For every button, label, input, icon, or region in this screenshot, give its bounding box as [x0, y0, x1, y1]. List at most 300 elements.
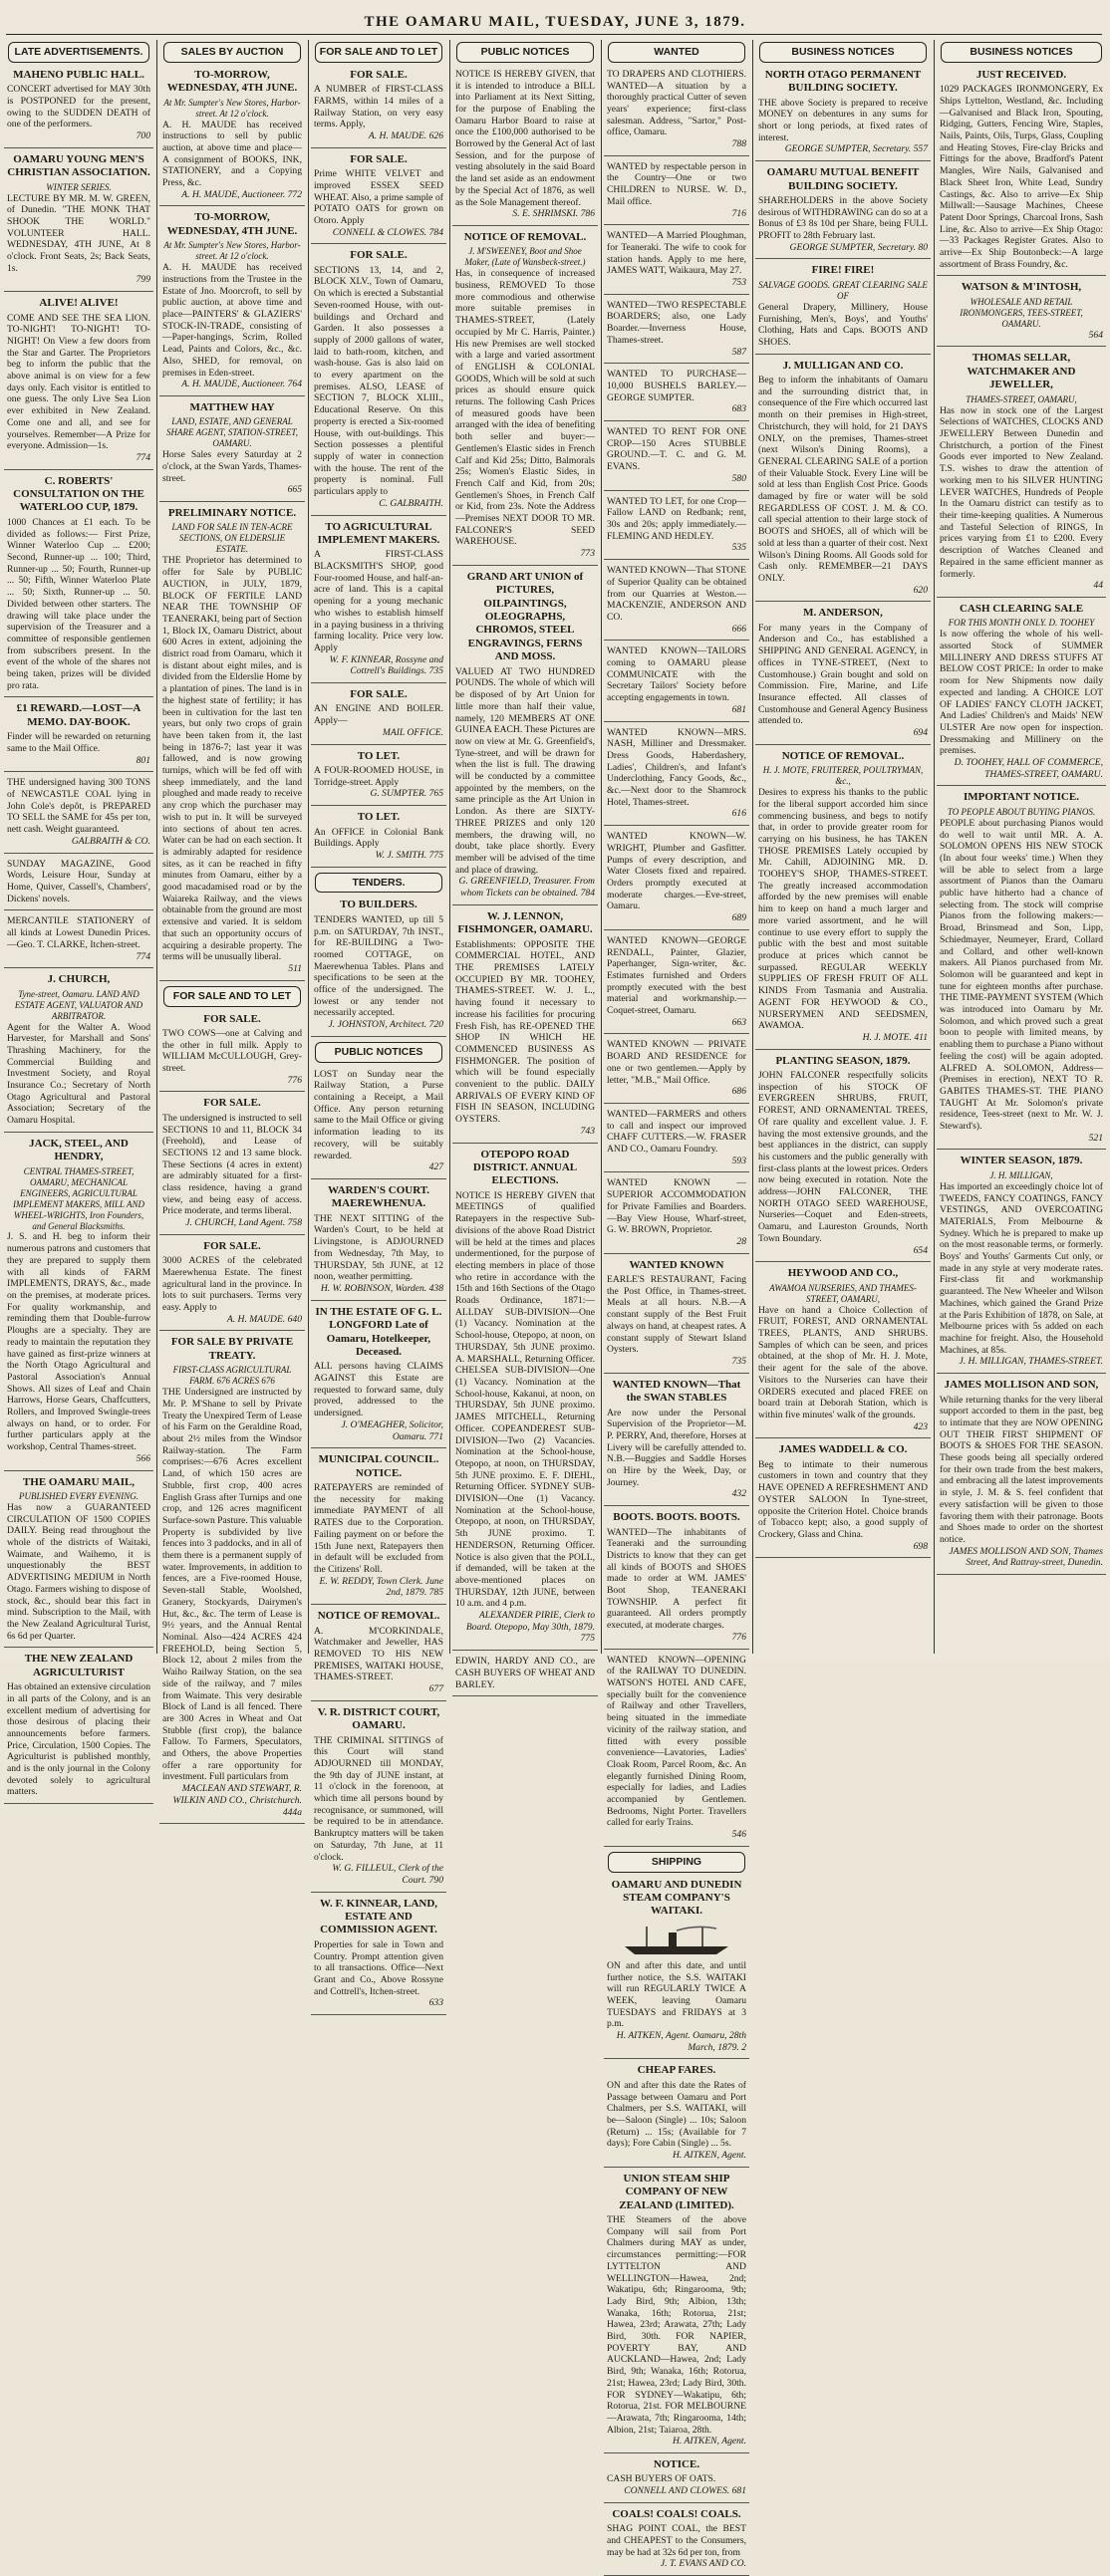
- advertisement: [604, 230, 749, 295]
- ad-signature: 633: [428, 1997, 443, 2009]
- ad-body: A NUMBER of FIRST-CLASS FARMS, within 14 miles of a Railway Station, on very easy terms. Apply,: [314, 84, 443, 130]
- ad-signature: 546: [731, 1829, 746, 1841]
- ad-title: JAMES WADDELL & CO.: [778, 1443, 908, 1456]
- ad-body: SHAREHOLDERS in the above Society desirous of WITHDRAWING can do so at a Bonus of £3 8s 10d per Share, being FULL PROFIT to 28th February last.: [758, 194, 928, 242]
- ad-signature: CONNELL & CLOWES. 784: [332, 226, 443, 238]
- ad-signature: 799: [136, 274, 150, 286]
- ad-signature: MAIL OFFICE.: [382, 726, 443, 738]
- advertisement: [159, 1097, 305, 1234]
- ad-signature: 753: [731, 277, 746, 289]
- ad-title: FIRE! FIRE!: [811, 264, 875, 277]
- advertisement: [4, 859, 153, 911]
- ad-title: J. MULLIGAN AND CO.: [782, 359, 904, 372]
- advertisement: [4, 69, 153, 148]
- ad-body: EARLE'S RESTAURANT, Facing the Post Office, in Thames-street. Meals at all hours. N.B.—A constant supply of the Best Fruit always on hand, at cheapest rates. A constant supply of Stewart Island Oysters.: [607, 1274, 746, 1356]
- ad-body: TENDERS WANTED, up till 5 p.m. on SATURDAY, 7th INST., for RE-BUILDING a Two-roomed COTTAGE, on Maerewhenua Tables. Plans and specifications to be seen at the office of the undersigned. The lowest or any tender not necessarily accepted.: [314, 913, 443, 1019]
- ad-body: PEOPLE about purchasing Pianos would do well to wait until MR. A. A. SOLOMON OPENS HIS NEW STOCK (In about four weeks' time.) When they will be able to select from a large assortment of Pianos than the Oamaru public have hitherto had a chance of selecting from. The stock will comprise Pianos from the following makers:—Broad, Brinsmead and Son, Lipp, Schiedmayer, Neumeyer, Erard, Collard and Collard, and other well-known makers. All Pianos purchased from Mr. Solomon will be guaranteed and kept in tune for eighteen months after purchase. THE TIME-PAYMENT SYSTEM (Which was introduced into Oamaru by Mr. Solomon, and which proved such a great boon to people with limited means, by enabling them to purchase a Piano without feeling the cost) will be again adopted. ALFRED A. SOLOMON, Address—(Premises in erection), NEXT TO R. GABITES THAMES-ST. THE PIANO TAUGHT At Mr. Solomon's private residence, Tees-street (next to Mr. W. J. Steward's).: [940, 817, 1103, 1133]
- ad-signature: ALEXANDER PIRIE, Clerk to Board. Otepopo, May 30th, 1879. 775: [465, 1610, 595, 1645]
- advertisement: [604, 1511, 749, 1649]
- ad-title: FOR SALE BY PRIVATE TREATY.: [170, 1336, 294, 1362]
- ad-signature: A. H. MAUDE, Auctioneer. 764: [181, 379, 302, 390]
- ad-title: NORTH OTAGO PERMANENT BUILDING SOCIETY.: [764, 68, 922, 95]
- section-header: TENDERS.: [315, 873, 442, 894]
- ad-body: 3000 ACRES of the celebrated Maerewhenua Estate. The finest agricultural land in the province. In lots to suit purchasers. Terms very easy. Apply to: [162, 1255, 302, 1314]
- ad-body: EDWIN, HARDY AND CO., are CASH BUYERS OF WHEAT AND BARLEY.: [455, 1656, 595, 1690]
- ad-title: J. CHURCH,: [47, 973, 111, 986]
- advertisement: [604, 161, 749, 226]
- advertisement: [159, 69, 305, 207]
- ad-signature: 681: [731, 703, 746, 715]
- advertisement: [604, 69, 749, 156]
- ad-body: AN ENGINE AND BOILER. Apply—: [314, 703, 443, 727]
- advertisement: [755, 264, 931, 354]
- ad-signature: 774: [136, 950, 150, 962]
- ad-signature: J. H. MILLIGAN, THAMES-STREET.: [959, 1356, 1103, 1368]
- column-business-notices-1: [755, 40, 931, 1654]
- ad-body: LECTURE BY MR. M. W. GREEN, of Dunedin. "THE MONK THAT SHOOK THE WORLD." VOLUNTEER HALL. WEDNESDAY, 4TH JUNE, At 8 o'clock. Front Seats, 2s; Back Seats, 1s.: [7, 192, 150, 274]
- ad-signature: G. GREENFIELD, Treasurer. From whom Tickets can be obtained. 784: [458, 876, 595, 900]
- ad-title: JACK, STEEL, AND HENDRY,: [29, 1137, 129, 1163]
- column-wanted: [604, 40, 749, 2570]
- advertisement: [311, 1306, 446, 1449]
- ad-body: Beg to inform the inhabitants of Oamaru and the surrounding district that, in consequence of the Fire which occurred last month on their premises in High-street, Christchurch, they will hold, for 21 DAYS ONLY, on the premises, Thames-street (next Wilson's Dining Rooms), a GENERAL CLEARING SALE of a portion of their Valuable Stock. Every Line will be sold at less than English Cost Price. Goods damaged by fire or water will be sold REGARDLESS OF COST. J. M. & CO. call special attention to their large stock of BOOTS and SHOES, all of which will be sold at less than a quarter of their cost. Next Wilson's Dining Rooms. All Goods sold for Cash only. REMEMBER—21 DAYS ONLY.: [758, 375, 928, 584]
- ad-title: NOTICE OF REMOVAL.: [463, 230, 587, 243]
- ad-signature: GALBRAITH & CO.: [71, 835, 150, 847]
- ad-signature: 28: [736, 1235, 746, 1247]
- ad-signature: H. AITKEN, Agent.: [672, 2150, 746, 2162]
- advertisement: [755, 1055, 931, 1263]
- ad-body: WANTED TO PURCHASE—10,000 BUSHELS BARLEY.—GEORGE SUMPTER.: [607, 369, 746, 403]
- advertisement: [159, 1240, 305, 1332]
- ad-body: Are now under the Personal Supervision of the Proprietor—M. P. PERRY, And, therefore, Horses at Livery will be carefully attended to. N.B.—Buggies and Saddle Horses on Hire by the Week, Day, or Journey.: [607, 1407, 746, 1488]
- ad-body: THE Proprietor has determined to offer for Sale by PUBLIC AUCTION, in JULY, 1879, BLOCK OF FERTILE LAND NEAR THE TOWNSHIP OF TEANERAKI, being part of Section 1, Block IX, Oamaru District, about 600 Acres in extent, adjoining the district road from Oamaru, which it is distant about eight miles, and is divided from the Elderslie Home by a plantation of pines. The land is in the highest state of fertility; it has been in cultivation for the last ten years, but only two crops of grain have been taken from it, the last being in 1876-7; last year it was fallowed, and is now growing turnips, which will be fed off with sheep immediately, and the land ploughed and made ready to receive any crop which the purchaser may wish to put in. It will be surveyed into sections of about ten acres. Water can be had on each section. It is admirably adapted for residence sites, as it can be reached in fifty minutes from Oamaru, either by a good macadamised road or by the Waiareka Railway, and the views obtainable from the ground are most extensive and varied. It is seldom that such an opportunity occurs of acquiring a desirable property. The terms will be unusually liberal.: [162, 555, 302, 963]
- advertisement: [159, 1013, 305, 1093]
- advertisement: [311, 1184, 446, 1301]
- advertisement: [755, 360, 931, 603]
- ad-signature: 593: [731, 1155, 746, 1166]
- ad-title: OAMARU YOUNG MEN'S CHRISTIAN ASSOCIATION.: [7, 152, 150, 179]
- ad-subtitle: THAMES-STREET, OAMARU,: [966, 393, 1077, 404]
- ad-title: NOTICE OF REMOVAL.: [317, 1610, 440, 1623]
- ad-title: FOR SALE.: [350, 152, 408, 165]
- ad-body: NOTICE IS HEREBY GIVEN that MEETINGS of qualified Ratepayers in the respective Sub-divisions of the above Road District will be held at the times and places undermentioned, for the purpose of electing members in place of those who retire in accordance with the 15th and 16th Sections of the Otago Roads Ordinance, 1871:—ALLDAY SUB-DIVISION—One (1) Vacancy. Nomination at the School-house, Otepopo, at noon, on THURSDAY, 5th JUNE proximo. A. MARSHALL, Returning Officer. CHELSEA SUB-DIVISION—One (1) Vacancy. Nomination at the School-house, Kakanui, at noon, on THURSDAY, 5th JUNE proximo. JAMES MITCHELL, Returning Officer. COPEANDEREST SUB-DIVISION—Two (2) Vacancies. Nomination at the School-house, Otepopo, at noon, on THURSDAY, 5th JUNE proximo. E. F. DIEHL, Returning Officer. SYDNEY SUB-DIVISION—One (1) Vacancy. Nomination at the School-house, Otepopo, at noon, on THURSDAY, 5th JUNE proximo. T. HENDERSON, Returning Officer. Notice is also given that the POLL, if demanded, will be taken at the above-mentioned places on THURSDAY, 12th JUNE, between 10 a.m. and 4 p.m.: [455, 1189, 595, 1610]
- ad-body: JOHN FALCONER respectfully solicits inspection of his STOCK OF EVERGREEN SHRUBS, FRUIT, FOREST, AND ORNAMENTAL TREES, Of rare quality and excellent value. J. F. having the most extensive grounds, and the best appliances in the district, can supply his customers and the public generally with first-class plants at the lowest prices. Orders now being executed in rotation. Note the address—JOHN FALCONER, THE NORTH OTAGO SEED WAREHOUSE, Nurseries—Coquet and Eden-streets, Oamaru, and Laureston Grounds, North Town Boundary.: [758, 1070, 928, 1244]
- ad-body: Has now in stock one of the Largest Selections of WATCHES, CLOCKS AND JEWELLERY Between Dunedin and Christchurch, a portion of the Finest Goods ever imported to New Zealand. T.S. wishes to draw the attention of working men to his SILVER HUNTING LEVER WATCHES, Hundreds of People In the Oamaru district can testify as to their time-keeping qualities. A Numerous and Tasteful Selection of RINGS, In prices varying from £1 to £200. Every description of Watches Cleaned and Repaired in the same efficient manner as formerly.: [940, 404, 1103, 580]
- ad-body: WANTED KNOWN—That STONE of Superior Quality can be obtained from our Quarries at Weston.—MACKENZIE, ANDERSON AND CO.: [607, 565, 746, 623]
- advertisement: [311, 153, 446, 245]
- ad-signature: E. W. REDDY, Town Clerk. June 2nd, 1879. 785: [319, 1575, 443, 1599]
- ad-title: JAMES MOLLISON AND SON,: [944, 1379, 1099, 1392]
- column-sales-by-auction: [159, 40, 305, 1818]
- ad-signature: H. AITKEN, Agent.: [672, 2436, 746, 2447]
- column-divider: [934, 40, 935, 1654]
- column-divider: [156, 40, 157, 1654]
- masthead: THE OAMARU MAIL, TUESDAY, JUNE 3, 1879.: [364, 14, 746, 30]
- ad-title: IMPORTANT NOTICE.: [964, 791, 1079, 804]
- ad-title: OTEPOPO ROAD DISTRICT. ANNUAL ELECTIONS.: [472, 1148, 578, 1187]
- ad-title: COALS! COALS! COALS.: [612, 2507, 741, 2520]
- ad-signature: GEORGE SUMPTER, Secretary. 80: [789, 241, 928, 253]
- ad-subtitle: AWAMOA NURSERIES, AND THAMES-STREET, OAMARU,: [769, 1282, 917, 1304]
- ad-signature: CONNELL AND CLOWES. 681: [624, 2485, 746, 2497]
- ad-body: WANTED—A Married Ploughman, for Teaneraki. The wife to cook for station hands. Apply to me here, JAMES WATT, Waikaura, May 27.: [607, 230, 746, 277]
- ad-title: £1 REWARD.—LOST—A MEMO. DAY-BOOK.: [16, 702, 141, 728]
- section-header: PUBLIC NOTICES: [315, 1042, 442, 1063]
- advertisement: [604, 1039, 749, 1104]
- column-late-advertisements: [4, 40, 153, 1798]
- ad-title: THE NEW ZEALAND AGRICULTURIST: [24, 1653, 134, 1678]
- advertisement: [311, 750, 446, 807]
- ad-subtitle: TO PEOPLE ABOUT BUYING PIANOS.: [947, 806, 1096, 817]
- advertisement: [604, 935, 749, 1035]
- advertisement: [311, 1453, 446, 1605]
- ad-body: A FIRST-CLASS BLACKSMITH'S SHOP, good Four-roomed House, and half-an-acre of land. This is a capital opening for a young mechanic who wishes to establish himself in a paying business in a thriving farming locality. Price very low. Apply: [314, 549, 443, 653]
- ad-body: THE above Society is prepared to receive MONEY on debentures in any sums for short or long periods, at fixed rates of interest.: [758, 97, 928, 143]
- ad-subtitle: WHOLESALE AND RETAIL IRONMONGERS, TEES-STREET, OAMARU.: [960, 296, 1083, 329]
- advertisement: [755, 166, 931, 259]
- ad-signature: D. TOOHEY, HALL OF COMMERCE, THAMES-STREET, OAMARU.: [954, 757, 1103, 780]
- ad-signature: 788: [731, 138, 746, 150]
- ad-title: FOR SALE.: [203, 1097, 261, 1110]
- ad-signature: 663: [731, 1016, 746, 1028]
- advertisement: [604, 426, 749, 491]
- ad-body: While returning thanks for the very liberal support accorded to them in the past, beg to intimate that they are NOW OPENING OUT THEIR FIRST SHIPMENT OF BOOTS & SHOES FOR THE SEASON. These goods being all specially ordered for their own trade from the best makers, and embracing all the latest improvements in style, J. M. & S. feel confident that every satisfaction will be given to those favoring them with their patronage. Boots and Shoes made to order on the shortest notice.: [940, 1394, 1103, 1545]
- ad-body: ON and after this date, and until further notice, the S.S. WAITAKI will run REGULARLY TWICE A WEEK, leaving Oamaru TUESDAYS and FRIDAYS at 3 p.m.: [607, 1959, 746, 2030]
- ad-body: Has obtained an extensive circulation in all parts of the Colony, and is an excellent medium of advertising for those desirous of placing their announcements before farmers. Price, Circulation, 1500 Copies. The Agriculturist is published monthly, and is the only journal in the Colony devoted solely to agricultural matters.: [7, 1681, 150, 1798]
- ad-body: THE NEXT SITTING of the Warden's Court, to be held at Livingstone, is ADJOURNED from Wednesday, 7th May, to THURSDAY, 5th JUNE, at 12 noon, weather permitting.: [314, 1212, 443, 1283]
- advertisement: [159, 507, 305, 981]
- ad-body: Establishments: OPPOSITE THE COMMERCIAL HOTEL, AND THE PREMISES LATELY OCCUPIED BY MR. TOOHEY, THAMES-STREET. W. J. L., having found it necessary to increase his facilities for procuring Fresh Fish, has RE-OPENED THE SHOP IN WHICH HE COMMENCED BUSINESS AS FISHMONGER. The position of which will be found especially convenient to the public. DAILY ARRIVALS OF EVERY KIND OF FISH IN SEASON, INCLUDING OYSTERS.: [455, 938, 595, 1126]
- advertisement: [311, 811, 446, 868]
- ad-body: WANTED KNOWN—MRS. NASH, Milliner and Dressmaker. Dress Goods, Haberdashery, Ladies', Children's, and Infant's Underclothing, Fancy Goods, &c., &c.—Next door to the Shamrock Hotel, Thames-street.: [607, 726, 746, 808]
- advertisement: [604, 369, 749, 421]
- ad-title: WANTED KNOWN—That the SWAN STABLES: [612, 1378, 741, 1405]
- masthead-rule: [6, 34, 1102, 35]
- ad-body: TO DRAPERS AND CLOTHIERS. WANTED—A situation by a thoroughly practical Cutter of seven years' experience; first-class salesman. Address, "Sartor," Post-office, Oamaru.: [607, 68, 746, 138]
- ad-body: 1029 PACKAGES IRONMONGERY, Ex Ships Lyttelton, Westland, &c. Including—Galvanised and Black Iron, Spouting, Ridging, Gutters, Fencing Wire, Staples, Nails, Paints, Oils, Turps, Glass, Coupling and Heating Stoves, Fire-clay Bricks and Fittings for the above, Bradford's Patent Mangles, Wire Nails, Galvanised and Black Sheet Iron, White Lead, Sundry Castings, &c. Also to arrive—Ex Ship Millwall:—Sausage Machines, Cheese Patent Door Springs, Charcoal Irons, Sash Line, &c. Also to arrive—Ex Ship Otago:—33 Packages Register Grates. Also to arrive—Ex Ship Boutonbeck:—A large assortment of Brass Foundry, &c.: [940, 84, 1103, 270]
- ad-body: Finder will be rewarded on returning same to the Mail Office.: [7, 731, 150, 754]
- column-for-sale-and-to-let: [311, 40, 446, 2009]
- ad-body: Is now offering the whole of his well-assorted Stock of SUMMER MILLINERY AND DRESS STUFFS AT BELOW COST PRICE: In order to make room for New Shipments now daily expected and landing. A CHOICE LOT OF LADIES' FANCY CLOTH JACKET, And Ladies' Children's and Maids' NEW ULSTER Are now open for inspection. Dressmaking and Millinery on the premises.: [940, 629, 1103, 757]
- ad-signature: 521: [1088, 1132, 1103, 1144]
- ad-title: TO-MORROW, WEDNESDAY, 4TH JUNE.: [166, 68, 298, 95]
- column-divider: [752, 40, 753, 1654]
- advertisement: [159, 211, 305, 395]
- advertisement: [311, 1069, 446, 1179]
- ad-body: THE undersigned having 300 TONS of NEWCASTLE COAL lying in John Cole's depôt, is PREPARED TO SELL the SAME for 45s per ton, nett cash. Weight guaranteed.: [7, 777, 150, 836]
- column-header: BUSINESS NOTICES: [941, 42, 1102, 63]
- ad-body: Properties for sale in Town and Country. Prompt attention given to all transactions. Office—Next Grant and Co., Above Rossyne and Cottrell's, Itchen-street.: [314, 1938, 443, 1997]
- advertisement: [937, 69, 1106, 277]
- ad-signature: 698: [913, 1540, 928, 1552]
- advertisement: [604, 300, 749, 365]
- advertisement: [604, 2508, 749, 2576]
- advertisement: [311, 1898, 446, 2015]
- ad-body: Have on hand a Choice Collection of FRUIT, FOREST, AND ORNAMENTAL TREES, PLANTS, AND SHRUBS. Samples of which can be seen, and prices obtained, at the shop of Mr. H. J. Mote, their agent for the sale of the above. Visitors to the Nurseries can have their ORDERS executed and placed FREE on board train at Deborah Station, which is within five minutes' walk of the grounds.: [758, 1304, 928, 1420]
- ad-body: Beg to intimate to their numerous customers in town and country that they HAVE OPENED A REFRESHMENT AND OYSTER SALOON In Tyne-street, opposite the Criterion Hotel. Choice brands of Tobacco kept; also, a good supply of Crockery, Glass and China.: [758, 1458, 928, 1540]
- column-business-notices-2: [937, 40, 1106, 1654]
- ad-body: WANTED KNOWN — SUPERIOR ACCOMMODATION for Private Families and Boarders.—Bay View House, Wharf-street, G. W. BROWN, Proprietor.: [607, 1177, 746, 1236]
- ad-title: TO LET.: [357, 749, 401, 762]
- advertisement: [452, 1149, 598, 1652]
- ad-body: COME AND SEE THE SEA LION. TO-NIGHT! TO-NIGHT! TO-NIGHT! On View a few doors from the Star and Garter. The Proprietors beg to inform the public that the above animal is on view for a few days only. Each visitor is entitled to one guess. The only Live Sea Lion ever exhibited in New Zealand. Come one and all, and see for yourselves. Remember—A Prize for everyone. Admission—1s.: [7, 312, 150, 452]
- ad-body: Has, in consequence of increased business, REMOVED To those more commodious and otherwise more suitable premises in THAMES-STREET, (Lately occupied by Mr C. Harris, Painter.) His new Premises are well stocked with a large and varied assortment of ENGLISH & COLONIAL GOODS, Which will be sold at such prices as should ensure quick returns. The following Cash Prices of measured goods have been arranged with the idea of benefiting both seller and buyer:—Gentlemen's Elastic sides in French Calf and Kid 25s; Ditto, Balmorals 25s; Women's Elastic Sides, in French Calf and Kid, from 20s; Gentlemen's Shoes, in French Calf or Kid, from 23s. Note the Address—Premises NEXT DOOR TO MR. FALCONER'S SEED WAREHOUSE.: [455, 268, 595, 548]
- ad-body: THE Steamers of the above Company will sail from Port Chalmers during MAY as under, circumstances permitting:—FOR LYTTELTON AND WELLINGTON—Hawea, 2nd; Wakatipu, 6th; Ringarooma, 9th; Lady Bird, 9th; Albion, 13th; Wanaka, 16th; Rotorua, 21st; Hawea, 23rd; Arawata, 27th; Lady Bird, 30th. FOR NAPIER, POVERTY BAY, AND AUCKLAND—Hawea, 2nd; Lady Bird, 9th; Wanaka, 16th; Rotorua, 21st; Hawea, 23rd; Lady Bird, 30th. FOR SYDNEY—Wakatipu, 6th; Rotorua, 21st. FOR MELBOURNE—Arawata, 7th; Ringarooma, 14th; Albion, 21st; Taiaroa, 28th.: [607, 2214, 746, 2436]
- ad-body: Has imported an exceedingly choice lot of TWEEDS, FANCY COATINGS, FANCY VESTINGS, AND OVERCOATING MATERIALS, From Melbourne & Sydney. Which he is prepared to make up on the most reasonable terms, or formerly. Boys' and Youths' Garments Cut only, or made in any style at very moderate rates. First-class fit and workmanship guaranteed. The New Wheeler and Wilson Machines, which gained the Grand Prize at the Paris Exhibition of 1878, on Sale, at Melbourne prices with 5s added on each machine for freight. Also, the Household Machines, at 85s.: [940, 1180, 1103, 1356]
- advertisement: [311, 899, 446, 1036]
- ad-body: J. S. and H. beg to inform their numerous patrons and customers that they are prepared to supply them with all kinds of FARM IMPLEMENTS, DRAYS, &c., made on the premises, at moderate prices. For quality workmanship, and reminding them that Double-furrow Ploughs are a specialty. They are ready to maintain the reputation they have gained as first-prize winners at the North Otago Agricultural and Pastoral Association's Annual Shows. All sizes of Leaf and Chain Harrows, Horse Gears, Chaffcutters, Rollers, and Improved Swingle-trees always on hand, or to order. For further particulars apply at the workshop, Central Thames-street.: [7, 1231, 150, 1453]
- advertisement: [452, 69, 598, 226]
- ad-title: M. ANDERSON,: [803, 607, 883, 620]
- ad-signature: 423: [913, 1420, 928, 1432]
- ad-subtitle: J. H. MILLIGAN,: [989, 1169, 1053, 1180]
- advertisement: [604, 1379, 749, 1506]
- advertisement: [4, 915, 153, 968]
- column-divider: [601, 40, 602, 1654]
- ad-body: A. H. MAUDE has received instructions to sell by public auction, at above time and place—A consignment of BOOKS, INK, STATIONERY, and a Copying Press, &c.: [162, 119, 302, 189]
- ad-title: FOR SALE.: [203, 1239, 261, 1252]
- advertisement: [604, 2173, 749, 2453]
- ad-body: CASH BUYERS OF OATS.: [607, 2473, 716, 2485]
- ad-title: NOTICE.: [653, 2458, 700, 2471]
- ad-signature: 774: [136, 451, 150, 463]
- ad-body: WANTED by respectable person in the Country—One or two CHILDREN to NURSE. W. D., Mail office.: [607, 160, 746, 207]
- advertisement: [604, 727, 749, 827]
- advertisement: [311, 249, 446, 515]
- ad-body: Prime WHITE VELVET and improved ESSEX SEED WHEAT. Also, a prime sample of POTATO OATS for grown on Otoro. Apply: [314, 168, 443, 226]
- ad-title: TO LET.: [357, 811, 401, 824]
- ad-body: A FOUR-ROOMED HOUSE, in Torridge-street. Apply: [314, 764, 443, 788]
- ad-body: WANTED KNOWN—GEORGE RENDALL, Painter, Glazier, Paperhanger, Sign-writer, &c. Estimates furnished and Orders promptly executed with the best material and workmanship.—Coquet-street, Oamaru.: [607, 934, 746, 1017]
- advertisement: [311, 69, 446, 148]
- ad-body: An OFFICE in Colonial Bank Buildings. Apply: [314, 826, 443, 850]
- ad-body: WANTED KNOWN—W. WRIGHT, Plumber and Gasfitter. Pumps of every description, and Water Closets fixed and repaired. Orders promptly executed at moderate charges.—Eve-street, Oamaru.: [607, 831, 746, 912]
- ad-title: PLANTING SEASON, 1879.: [775, 1054, 911, 1067]
- ad-signature: JAMES MOLLISON AND SON, Thames Street, And Rattray-street, Dunedin.: [949, 1545, 1103, 1569]
- advertisement: [937, 1379, 1106, 1575]
- ad-title: JUST RECEIVED.: [975, 68, 1067, 81]
- advertisement: [755, 1443, 931, 1558]
- ad-signature: 694: [913, 727, 928, 739]
- column-header: FOR SALE AND TO LET: [315, 42, 442, 63]
- ad-signature: 776: [731, 1631, 746, 1643]
- ad-body: Desires to express his thanks to the public for the liberal support accorded him since commencing business, and begs to notify that, in order to provide greater room for carrying on his business, he has TAKEN THOSE PREMISES Lately occupied by Mr. Cahill, ADJOINING MR. D. TOOHEY'S SHOP, THAMES-STREET. The greatly increased accommodation afforded by the new premises will enable him to keep on hand a much larger and more varied assortment, and he will continue to use every effort to supply the public with the best and most suitable produce at prices which cannot be surpassed. REGULAR WEEKLY SUPPLIES OF FRESH FRUIT OF ALL KINDS From Tasmania and Australia. AGENT FOR HEYWOOD & CO., NURSERYMEN AND SEEDSMEN, AWAMOA.: [758, 787, 928, 1032]
- ad-body: A. M'CORKINDALE, Watchmaker and Jeweller, HAS REMOVED TO HIS NEW PREMISES, WAITAKI HOUSE, THAMES-STREET.: [314, 1625, 443, 1683]
- ad-subtitle: WINTER SERIES.: [46, 181, 112, 192]
- advertisement: [604, 645, 749, 721]
- advertisement: [4, 153, 153, 292]
- ad-signature: GEORGE SUMPTER, Secretary. 557: [784, 143, 928, 155]
- ad-signature: 683: [731, 403, 746, 415]
- ad-subtitle: H. J. MOTE, FRUITERER, POULTRYMAN, &c.,: [762, 765, 924, 787]
- ad-title: IN THE ESTATE OF G. L. LONGFORD Late of Oamaru, Hotelkeeper, Deceased.: [315, 1305, 442, 1358]
- ad-body: 1000 Chances at £1 each. To be divided as follows:— First Prize, Winner Waterloo Cup ... £200; Second, Runner-up ... 100; Third, Runner-up ... 50; Fourth, Runner-up ... 50; Fifth, Winner Waterloo Plate ... 50; Sixth, Runner-up ... 50. Divided between other starters. The drawing will take place under the supervision of the Treasurer and a committee of responsible gentlemen from subscribers present. In the event of the whole of the shares not being taken, prizes will be divided pro rata.: [7, 516, 150, 691]
- ad-subtitle: CENTRAL THAMES-STREET, OAMARU, MECHANICAL ENGINEERS, AGRICULTURAL IMPLEMENT MAKERS, MILL AND WHEEL-WRIGHTS, Iron Founders, and General Blacksmiths.: [12, 1165, 144, 1231]
- ad-signature: MACLEAN AND STEWART, R. WILKIN AND CO., Christchurch. 444a: [172, 1783, 302, 1818]
- ad-body: CONCERT advertised for MAY 30th is POSTPONED for the present, owing to the SUDDEN DEATH of one of the performers.: [7, 84, 150, 130]
- ad-subtitle: FOR THIS MONTH ONLY. D. TOOHEY: [948, 618, 1095, 629]
- advertisement: [452, 1656, 598, 1696]
- ad-signature: J. JOHNSTON, Architect. 720: [328, 1019, 443, 1031]
- advertisement: [604, 2458, 749, 2503]
- ad-title: HEYWOOD AND CO.,: [787, 1267, 899, 1280]
- ad-signature: 677: [428, 1683, 443, 1695]
- advertisement: [452, 571, 598, 905]
- ad-signature: 511: [288, 963, 302, 974]
- advertisement: [604, 831, 749, 930]
- ad-body: THE CRIMINAL SITTINGS of this Court will stand ADJOURNED till MONDAY, the 9th day of JUNE instant, at 11 o'clock in the forenoon, at which time all persons bound by recognisance, or summoned, will be required to be in attendance. Bankruptcy matters will be taken on Saturday, 7th June, at 11 o'clock.: [314, 1734, 443, 1863]
- ad-title: WATSON & M'INTOSH,: [961, 281, 1082, 294]
- ad-signature: 743: [580, 1125, 595, 1137]
- ad-title: WANTED KNOWN: [629, 1258, 724, 1271]
- ad-body: WANTED TO LET, for one Crop—Fallow LAND on Redbank; rent, 30s and 20s; apply immediately.—FLEMING AND HEDLEY.: [607, 495, 746, 542]
- ad-title: FOR SALE.: [350, 249, 408, 262]
- ad-subtitle: Tyne-street, Oamaru. LAND AND ESTATE AGENT, VALUATOR AND ARBITRATOR.: [14, 988, 143, 1021]
- ad-subtitle: At Mr. Sumpter's New Stores, Harbor-street. At 12 o'clock.: [163, 97, 301, 119]
- ad-signature: 44: [1093, 580, 1103, 592]
- advertisement: [937, 281, 1106, 347]
- advertisement: [604, 2064, 749, 2167]
- ad-title: GRAND ART UNION of PICTURES, OILPAINTINGS, OLEOGRAPHS, CHROMOS, STEEL ENGRAVINGS, FERNS AND MOSS.: [466, 570, 584, 663]
- ad-signature: 564: [1088, 329, 1103, 341]
- ad-title: CASH CLEARING SALE: [959, 602, 1084, 615]
- ad-title: W. F. KINNEAR, LAND, ESTATE AND COMMISSION AGENT.: [319, 1897, 438, 1936]
- ad-title: TO-MORROW, WEDNESDAY, 4TH JUNE.: [166, 211, 298, 237]
- ad-body: WANTED KNOWN—TAILORS coming to OAMARU please COMMUNICATE with the Secretary Tailors' Society before accepting engagements in town.: [607, 645, 746, 704]
- ad-title: OAMARU MUTUAL BENEFIT BUILDING SOCIETY.: [766, 166, 920, 192]
- ad-title: TO AGRICULTURAL IMPLEMENT MAKERS.: [317, 520, 440, 546]
- advertisement: [604, 496, 749, 561]
- ad-body: RATEPAYERS are reminded of the necessity for making immediate PAYMENT of all RATES due to the Corporation. Failing payment on or before the 15th June next, Ratepayers then in default will be excluded from the Citizens' Roll.: [314, 1482, 443, 1575]
- ad-title: WINTER SEASON, 1879.: [960, 1155, 1083, 1167]
- ad-signature: 700: [136, 130, 150, 142]
- ad-signature: 716: [731, 207, 746, 219]
- ad-body: ALL persons having CLAIMS AGAINST this Estate are requested to forward same, duly proved, addressed to the undersigned.: [314, 1361, 443, 1419]
- advertisement: [4, 973, 153, 1133]
- ad-title: BOOTS. BOOTS. BOOTS.: [613, 1511, 740, 1524]
- ad-body: SUNDAY MAGAZINE, Good Words, Leisure Hour, Sunday at Home, Quiver, Cassell's, Chambers', Dickens' novels.: [7, 858, 150, 904]
- ad-title: V. R. DISTRICT COURT, OAMARU.: [317, 1705, 440, 1732]
- ad-body: Horse Sales every Saturday at 2 o'clock, at the Swan Yards, Thames-street.: [162, 449, 302, 484]
- ad-signature: 616: [731, 808, 746, 820]
- column-header: PUBLIC NOTICES: [456, 42, 594, 63]
- ad-body: The undersigned is instructed to sell SECTIONS 10 and 11, BLOCK 34 (Freehold), and Lease of SECTIONS 12 and 13 same block. These Sections (4 acres in extent) are admirably situated for a first-class residence, having a grand view, and being easy of access. Price moderate, and terms liberal.: [162, 1112, 302, 1217]
- ad-signature: C. GALBRAITH.: [379, 497, 443, 509]
- ad-title: CHEAP FARES.: [637, 2064, 716, 2077]
- advertisement: [937, 791, 1106, 1150]
- ad-title: THOMAS SELLAR, WATCHMAKER AND JEWELLER,: [967, 352, 1076, 391]
- advertisement: [937, 603, 1106, 787]
- column-divider: [449, 40, 450, 1654]
- advertisement: [311, 688, 446, 745]
- ad-body: SECTIONS 13, 14, and 2, BLOCK XLV., Town of Oamaru, On which is erected a Substantial Seven-roomed House, with out-buildings and Orchard and Garden. It also possesses a supply of 2000 gallons of water, laid to bath-room, kitchen, and wash-house. Gas is also laid on to every apartment on the premises. ALSO, LEASE of SECTION 7, BLOCK XLIII., Educational Reserve. On this property is erected a Six-roomed House, with out-buildings. This Section possesses a plentiful supply of water in connection with the house. The rent of the property is nominal. Full particulars apply to: [314, 264, 443, 498]
- ad-title: UNION STEAM SHIP COMPANY OF NEW ZEALAND (LIMITED).: [619, 2172, 734, 2211]
- ad-signature: W. F. KINNEAR, Rossyne and Cottrell's Buildings. 735: [329, 653, 443, 677]
- ad-title: FOR SALE.: [350, 688, 408, 701]
- ad-subtitle: At Mr. Sumpter's New Stores, Harbor-street. At 12 o'clock.: [163, 240, 301, 262]
- ad-title: MUNICIPAL COUNCIL. NOTICE.: [318, 1453, 439, 1479]
- ad-signature: J. T. EVANS AND CO.: [660, 2558, 746, 2570]
- column-header: SALES BY AUCTION: [163, 42, 301, 63]
- section-header: FOR SALE AND TO LET: [163, 986, 301, 1007]
- ad-title: OAMARU AND DUNEDIN STEAM COMPANY'S WAITAKI.: [611, 1878, 742, 1918]
- ad-body: WANTED KNOWN — PRIVATE BOARD AND RESIDENCE for one or two gentlemen.—Apply by letter, "M.B.," Mail Office.: [607, 1039, 746, 1086]
- advertisement: [159, 401, 305, 502]
- advertisement: [604, 1655, 749, 1847]
- ad-signature: 535: [731, 542, 746, 554]
- ad-subtitle: PUBLISHED EVERY EVENING.: [18, 1490, 139, 1501]
- advertisement: [937, 352, 1106, 597]
- advertisement: [311, 1706, 446, 1893]
- column-header: LATE ADVERTISEMENTS.: [8, 42, 149, 63]
- ad-body: THE Undersigned are instructed by Mr. P. M'Shane to sell by Private Treaty the Unexpired Term of Lease of his Farm on the Geraldine Road, about 2½ miles from the Windsor Railway-station. The Farm comprises:—676 Acres excellent Land, of which 150 acres are Stubble, first crop, 400 acres English Grass after Turnips and one crop, and 126 acres magnificent Surface-sown Pasture. This valuable Property is subdivided by live fences into 3 paddocks, and in all of them there is a permanent supply of water. Improvements, in addition to fences, are a Five-roomed House, Seven-stall Stable, Woolshed, Granery, Stockyards, Dairymen's Hut, &c., &c. The term of Lease is 9½ years, and the Annual Rental Nominal. Also—424 ACRES 424 FREEHOLD, being Section 5, Block 12, about 2 miles from the Waiho Railway Station, on the sea side of the railway, and 7 miles from Waimate. This very desirable Block of Land is all fenced. There are 300 Acres in Wheat and Oat Stubble (first crop), the balance Fallow. To Farmers, Speculators, and Others, the above Properties offer a rare opportunity for investment. Full particulars from: [162, 1387, 302, 1783]
- advertisement: [604, 1177, 749, 1253]
- ad-subtitle: LAND, ESTATE, AND GENERAL SHARE AGENT, STATION-STREET, OAMARU.: [165, 416, 298, 449]
- advertisement: [4, 777, 153, 853]
- column-public-notices: [452, 40, 598, 1690]
- ad-signature: A. H. MAUDE, Auctioneer. 772: [181, 188, 302, 200]
- advertisement: [4, 702, 153, 772]
- ad-signature: J. O'MEAGHER, Solicitor, Oamaru. 771: [341, 1418, 443, 1442]
- advertisement: [755, 607, 931, 744]
- ad-body: WANTED—FARMERS and others to call and inspect our improved CHAFF CUTTERS.—W. FRASER AND CO., Oamaru Foundry.: [607, 1108, 746, 1156]
- ad-body: LOST on Sunday near the Railway Station, a Purse containing a Receipt, a Mail Office. Any person returning same to the Mail Office or giving information leading to its recovery, will be suitably rewarded.: [314, 1068, 443, 1161]
- ad-body: WANTED—TWO RESPECTABLE BOARDERS; also, one Lady Boarder.—Inverness House, Thames-street.: [607, 299, 746, 346]
- ad-body: WANTED TO RENT FOR ONE CROP—150 Acres STUBBLE GROUND.—T. C. and G. M. EVANS.: [607, 426, 746, 473]
- column-header: WANTED: [608, 42, 745, 63]
- advertisement: [604, 1879, 749, 2060]
- ad-subtitle: LAND FOR SALE IN TEN-ACRE SECTIONS, ON ELDERSLIE ESTATE.: [171, 522, 293, 555]
- ad-subtitle: FIRST-CLASS AGRICULTURAL FARM. 676 ACRES 676: [172, 1365, 292, 1387]
- advertisement: [4, 1476, 153, 1649]
- advertisement: [755, 1267, 931, 1438]
- ad-body: General Drapery, Millinery, House Furnishing, Men's, Boys', and Youths' Clothing, Hats and Caps. BOOTS AND SHOES.: [758, 301, 928, 348]
- ad-body: WANTED KNOWN—OPENING of the RAILWAY TO DUNEDIN. WATSON'S HOTEL AND CAFE, specially built for the convenience of Railway and other Travellers, being situated in the immediate vicinity of the railway station, and fitted with every possible convenience—Lavatories, Ladies' Cloak Room, Parcel Room, &c. An elegantly furnished Dining Room, especially for ladies, and Ladies accompanied by Gentlemen. Bedrooms, Night Porter. Travellers called for early Trains.: [607, 1654, 746, 1829]
- ad-signature: 801: [136, 754, 150, 766]
- ad-signature: 566: [136, 1452, 150, 1464]
- ad-signature: 773: [580, 548, 595, 560]
- ad-title: ALIVE! ALIVE!: [39, 297, 119, 310]
- ad-signature: J. CHURCH, Land Agent. 758: [185, 1217, 302, 1229]
- ad-title: TO BUILDERS.: [340, 899, 417, 911]
- section-header: SHIPPING: [608, 1852, 745, 1873]
- ad-title: WARDEN'S COURT. MAEREWHENUA.: [327, 1183, 430, 1210]
- advertisement: [755, 750, 931, 1050]
- ad-signature: W. J. SMITH. 775: [375, 849, 443, 861]
- ad-signature: 620: [913, 584, 928, 596]
- ad-signature: S. E. SHRIMSKI. 786: [512, 208, 595, 220]
- column-header: BUSINESS NOTICES: [759, 42, 927, 63]
- advertisement: [452, 910, 598, 1144]
- ad-signature: 686: [731, 1086, 746, 1098]
- ad-signature: 776: [287, 1074, 302, 1086]
- advertisement: [4, 297, 153, 470]
- ad-signature: 665: [287, 484, 302, 496]
- advertisement: [311, 1610, 446, 1701]
- advertisement: [604, 1109, 749, 1173]
- advertisement: [159, 1336, 305, 1824]
- ad-title: MATTHEW HAY: [189, 400, 275, 413]
- ad-signature: 580: [731, 472, 746, 484]
- ad-signature: 432: [731, 1488, 746, 1500]
- ad-signature: 587: [731, 346, 746, 358]
- advertisement: [4, 1138, 153, 1471]
- ad-title: NOTICE OF REMOVAL.: [781, 749, 905, 762]
- ad-body: SHAG POINT COAL, the BEST and CHEAPEST to the Consumers, may be had at 32s 6d per ton, from: [607, 2523, 746, 2558]
- advertisement: [937, 1155, 1106, 1374]
- ad-signature: 427: [428, 1161, 443, 1173]
- ad-signature: 654: [913, 1244, 928, 1256]
